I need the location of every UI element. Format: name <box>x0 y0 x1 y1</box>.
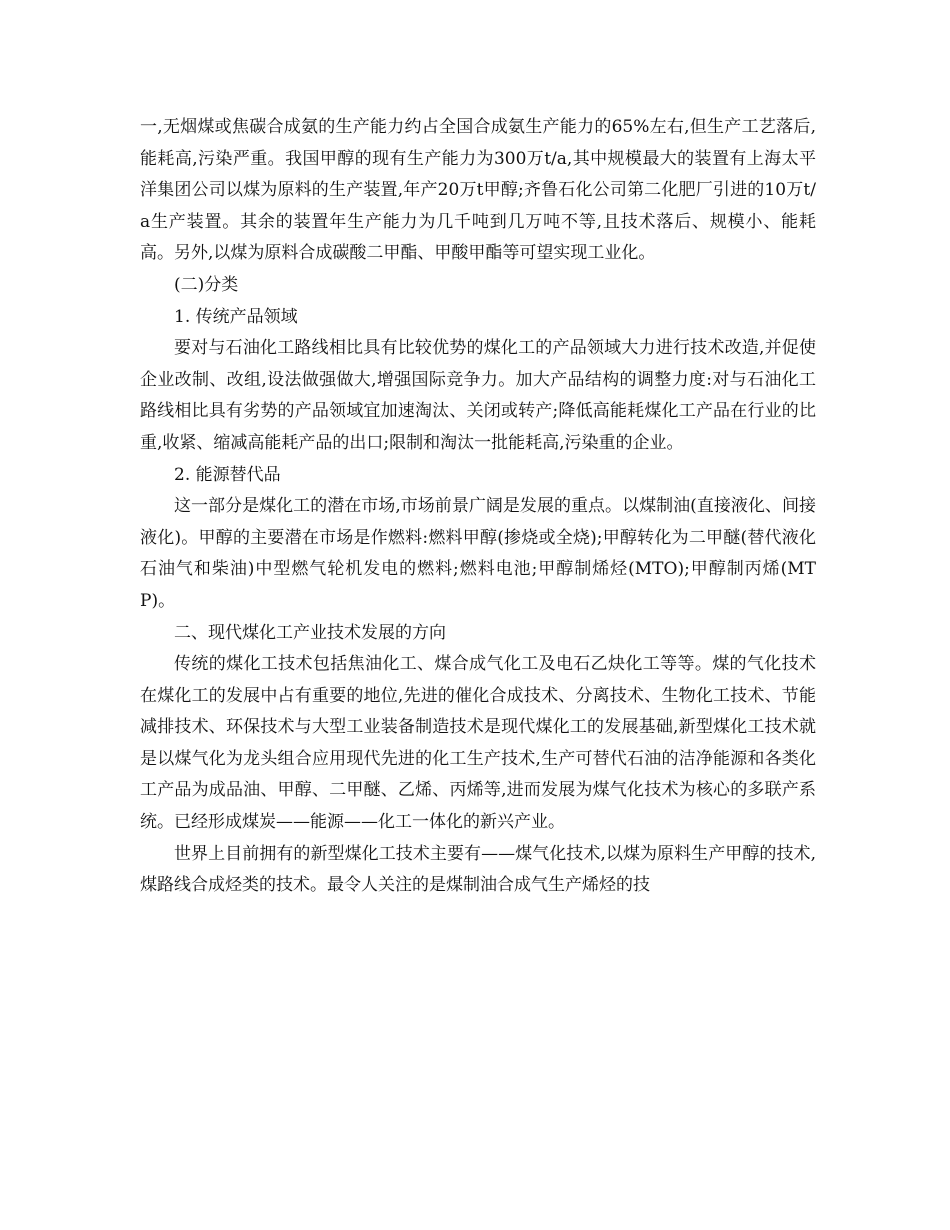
paragraph-traditional-products: 要对与石油化工路线相比具有比较优势的煤化工的产品领域大力进行技术改造,并促使企业改制、改组,设法做强做大,增强国际竞争力。加大产品结构的调整力度:对与石油化工路线相比具有劣势的产品领域宜加速淘汰、关闭或转产;降低高能耗煤化工产品在行业的比重,收紧、缩减高能耗产品的出口;限制和淘汰一批能耗高,污染重的企业。 <box>140 338 816 453</box>
subheading-energy-substitutes: 2. 能源替代品 <box>174 464 281 485</box>
paragraph-energy-substitutes: 这一部分是煤化工的潜在市场,市场前景广阔是发展的重点。以煤制油(直接液化、间接液化)。甲醇的主要潜在市场是作燃料:燃料甲醇(掺烧或全烧);甲醇转化为二甲醚(替代液化石油气和柴油)中型燃气轮机发电的燃料;燃料电池;甲醇制烯烃(MTO);甲醇制丙烯(MTP)。 <box>140 496 816 611</box>
paragraph-1: 一,无烟煤或焦碳合成氨的生产能力约占全国合成氨生产能力的65%左右,但生产工艺落后,能耗高,污染严重。我国甲醇的现有生产能力为300万t/a,其中规模最大的装置有上海太平洋集团公司以煤为原料的生产装置,年产20万t甲醇;齐鲁石化公司第二化肥厂引进的10万t/a生产装置。其余的装置年生产能力为几千吨到几万吨不等,且技术落后、规模小、能耗高。另外,以煤为原料合成碳酸二甲酯、甲酸甲酯等可望实现工业化。 <box>140 117 816 264</box>
section-heading-technology-direction: 二、现代煤化工产业技术发展的方向 <box>174 622 446 643</box>
paragraph-new-technologies: 世界上目前拥有的新型煤化工技术主要有——煤气化技术,以煤为原料生产甲醇的技术,煤路线合成烃类的技术。最令人关注的是煤制油合成气生产烯烃的技 <box>140 843 816 896</box>
paragraph-technology-overview: 传统的煤化工技术包括焦油化工、煤合成气化工及电石乙炔化工等等。煤的气化技术在煤化工的发展中占有重要的地位,先进的催化合成技术、分离技术、生物化工技术、节能减排技术、环保技术与大型工业装备制造技术是现代煤化工的发展基础,新型煤化工技术就是以煤气化为龙头组合应用现代先进的化工生产技术,生产可替代石油的洁净能源和各类化工产品为成品油、甲醇、二甲醚、乙烯、丙烯等,进而发展为煤气化技术为核心的多联产系统。已经形成煤炭——能源——化工一体化的新兴产业。 <box>140 654 816 833</box>
document-page <box>140 112 816 902</box>
subheading-traditional-products: 1. 传统产品领域 <box>174 306 298 327</box>
section-heading-classification: (二)分类 <box>174 274 239 295</box>
